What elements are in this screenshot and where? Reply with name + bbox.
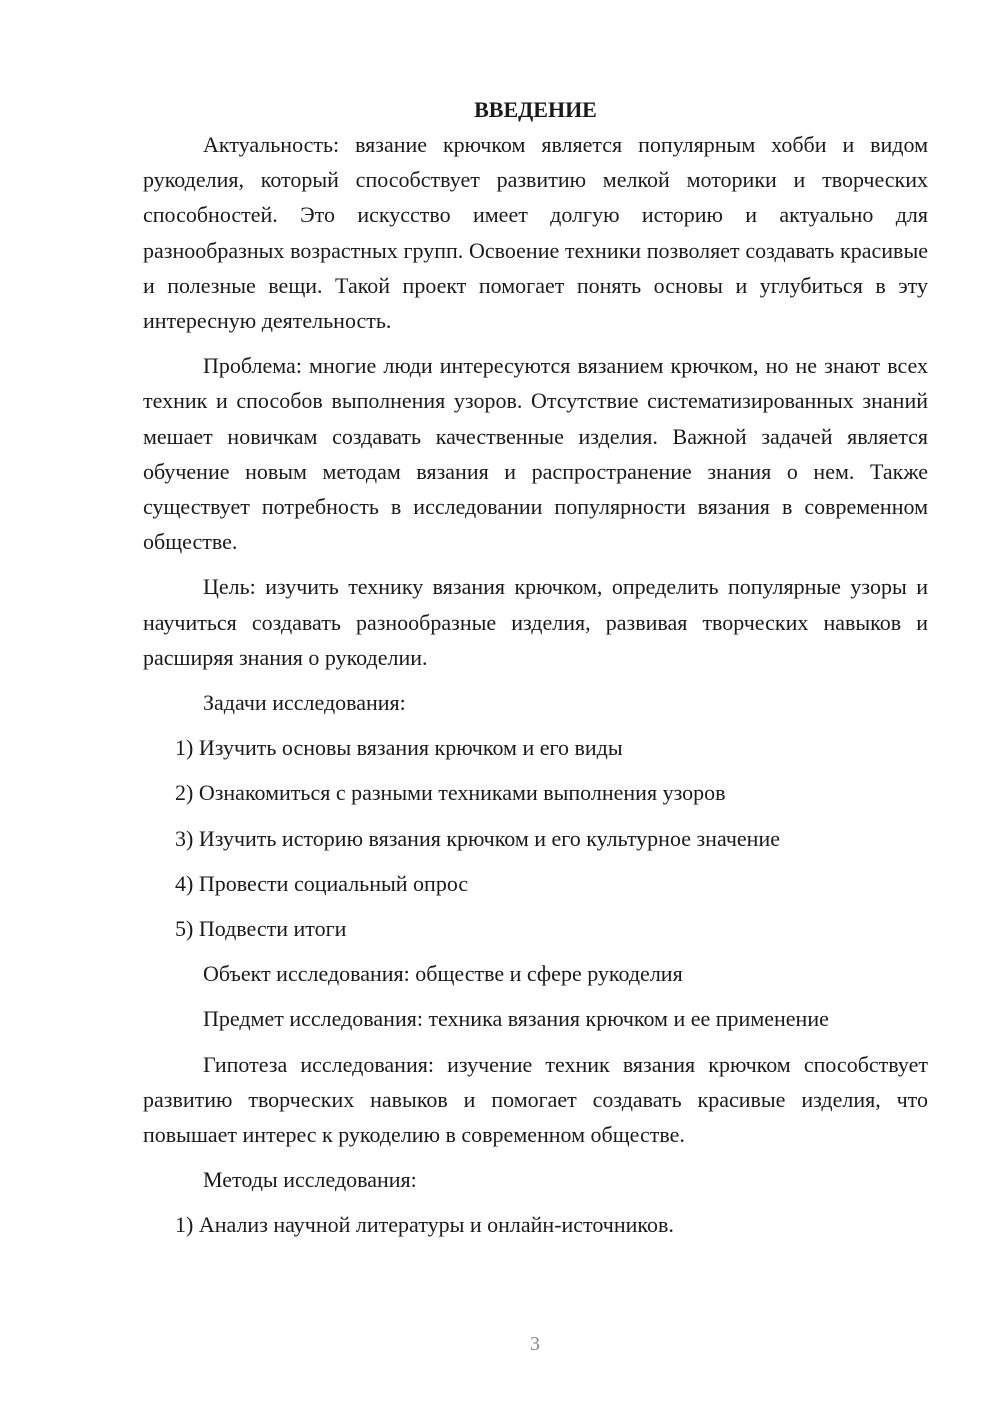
task-item: 3) Изучить историю вязания крючком и его культурное значение bbox=[175, 825, 780, 851]
document-page bbox=[143, 92, 928, 1253]
task-item: 5) Подвести итоги bbox=[175, 916, 347, 942]
tasks-heading: Задачи исследования: bbox=[203, 690, 406, 716]
methods-heading: Методы исследования: bbox=[203, 1167, 417, 1193]
relevance-paragraph: Актуальность: вязание крючком является популярным хобби и видом рукоделия, который способствует развитию мелкой моторики и творческих способностей. Это искусство имеет долгую историю и актуально для разнообразных возрастных групп. Освоение техники позволяет создавать красивые и полезные вещи. Такой проект помогает понять основы и углубиться в эту интересную деятельность. bbox=[143, 132, 928, 334]
hypothesis-paragraph: Гипотеза исследования: изучение техник вязания крючком способствует развитию творческих навыков и помогает создавать красивые изделия, что повышает интерес к рукоделию в современном обществе. bbox=[143, 1051, 928, 1148]
task-item: 4) Провести социальный опрос bbox=[175, 870, 469, 896]
research-object: Объект исследования: обществе и сфере рукоделия bbox=[203, 961, 683, 987]
research-subject: Предмет исследования: техника вязания крючком и ее применение bbox=[203, 1006, 829, 1032]
section-title: ВВЕДЕНИЕ bbox=[474, 97, 597, 122]
goal-paragraph: Цель: изучить технику вязания крючком, определить популярные узоры и научиться создавать разнообразные изделия, развивая творческих навыков и расширяя знания о рукоделии. bbox=[143, 574, 928, 670]
task-item: 2) Ознакомиться с разными техниками выполнения узоров bbox=[175, 780, 726, 806]
problem-paragraph: Проблема: многие люди интересуются вязанием крючком, но не знают всех техник и способов выполнения узоров. Отсутствие систематизированных знаний мешает новичкам создавать качественные изделия. Важной задачей является обучение новым методам вязания и распространение знания о нем. Также существует потребность в исследовании популярности вязания в современном обществе. bbox=[143, 353, 928, 555]
task-item: 1) Изучить основы вязания крючком и его виды bbox=[175, 735, 623, 761]
method-item: 1) Анализ научной литературы и онлайн-источников. bbox=[175, 1212, 674, 1238]
page-number: 3 bbox=[530, 1333, 540, 1355]
